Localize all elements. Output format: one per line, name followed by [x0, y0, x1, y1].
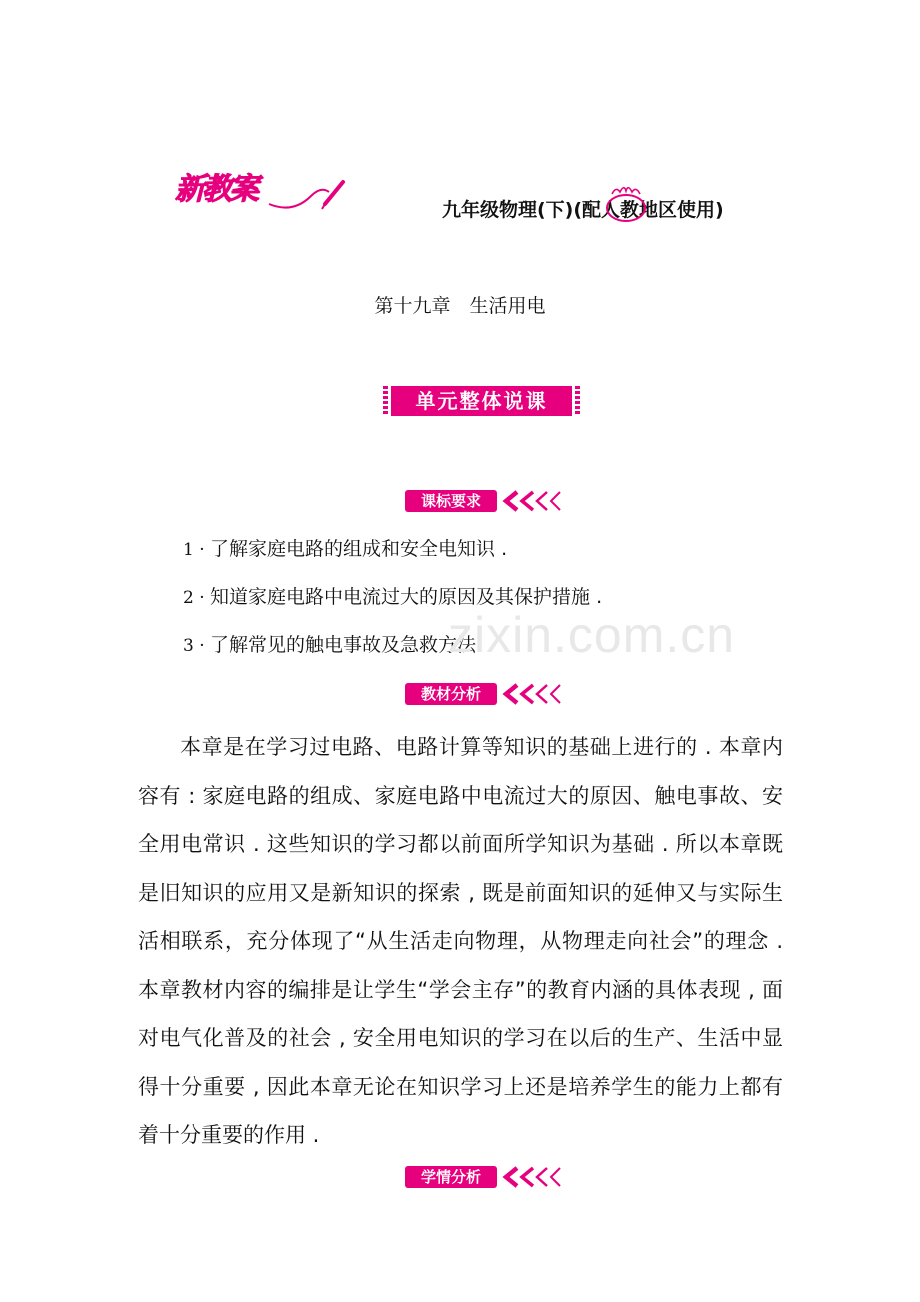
watermark: zixin.com.cn [448, 607, 736, 663]
section-tag-student-analysis [405, 1165, 565, 1189]
list-text: 了解家庭电路的组成和安全电知识 . [210, 538, 508, 560]
chevrons-left-icon [497, 489, 565, 513]
section-tag-curriculum [405, 489, 565, 513]
logo-text: 新教案 [175, 172, 256, 207]
list-item [183, 535, 507, 564]
section-label: 学情分析 [405, 1166, 497, 1188]
pen-swoosh-icon [263, 174, 349, 214]
unit-banner-label: 单元整体说课 [391, 386, 572, 416]
list-text: 知道家庭电路中电流过大的原因及其保护措施 . [210, 586, 603, 608]
section-label: 教材分析 [405, 683, 497, 705]
unit-banner [383, 386, 580, 416]
logo [175, 168, 350, 216]
chevrons-left-icon [497, 1165, 565, 1189]
list-number: 2 · [183, 588, 211, 608]
list-text: 了解常见的触电事故及急救方法 [210, 634, 477, 656]
section-label: 课标要求 [405, 490, 497, 512]
chevrons-left-icon [497, 682, 565, 706]
section-tag-textbook-analysis [405, 682, 565, 706]
list-item [183, 631, 476, 660]
textbook-analysis-paragraph: 本章是在学习过电路、电路计算等知识的基础上进行的 . 本章内容有 : 家庭电路的组成、家庭电路中电流过大的原因、触电事故、安全用电常识 . 这些知识的学习都以前面所学知识为基础 . 所以本章既是旧知识的应用又是新知识的探索 , 既是前面知识的延伸又与实际生活相联系，充分体现了“从生活走向物理，从物理走向社会”的理念 . 本章教材内容的编排是让学生“学会主存”的教育内涵的具体表现 , 面对电气化普及的社会 , 安全用电知识的学习在以后的生产、生活中显得十分重要 , 因此本章无论在知识学习上还是培养学生的能力上都有着十分重要的作用 . [138, 735, 783, 1147]
list-number: 3 · [183, 636, 211, 656]
book-title: 九年级物理(下)(配人教地区使用) [442, 199, 724, 221]
list-number: 1 · [183, 540, 211, 560]
banner-stripe-left [383, 386, 388, 416]
ornament-icon [602, 182, 650, 226]
banner-stripe-right [575, 386, 580, 416]
chapter-title: 第十九章 生活用电 [374, 295, 546, 317]
